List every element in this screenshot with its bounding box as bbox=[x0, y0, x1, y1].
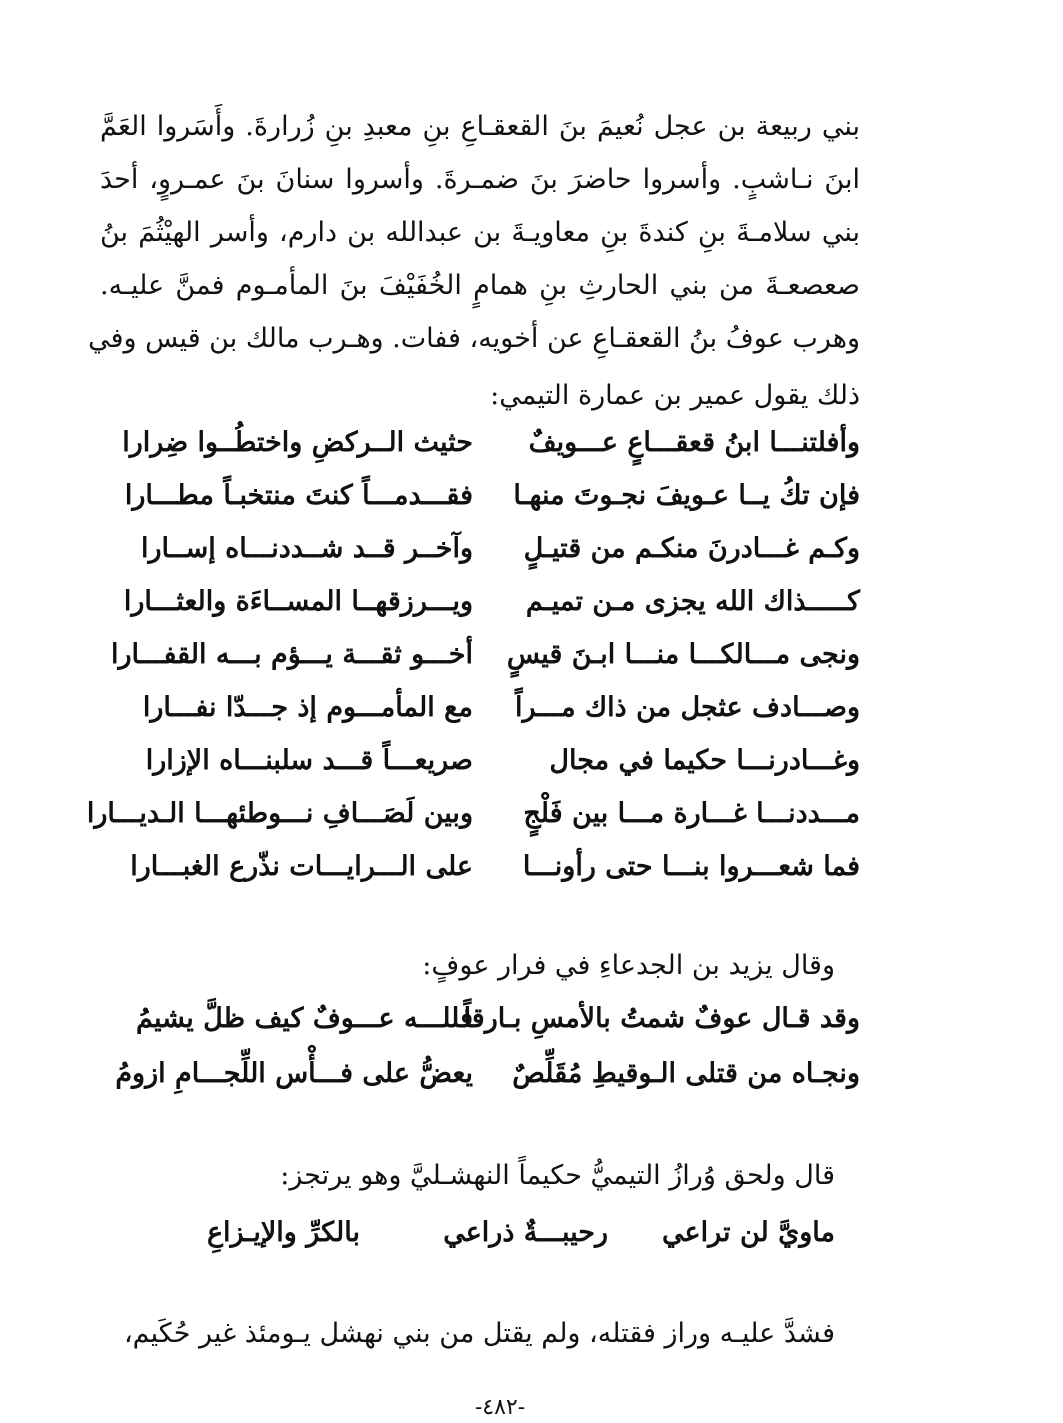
verse-second-hemistich: على الـــرايـــات نذّرع الغبـــارا bbox=[130, 851, 473, 882]
paragraph-line: ذلك يقول عمير بن عمارة التيمي: bbox=[490, 380, 860, 411]
verse-second-hemistich: أخـــو ثقـــة يـــؤم بـــه القفـــارا bbox=[110, 639, 473, 670]
verse-first-hemistich: وصـــادف عثجل من ذاك مـــراً bbox=[514, 692, 860, 723]
verse-first-hemistich: وأفلتنـــا ابنُ قعقـــاعٍ عـــويفٌ bbox=[528, 427, 860, 458]
verse-first-hemistich: وقد قـال عوفٌ شمتُ بالأمسِ بـارقاً bbox=[463, 1003, 860, 1034]
rajaz-intro: قال ولحق وُرازُ التيميُّ حكيماً النهشـليَّ وهو يرتجز: bbox=[280, 1160, 835, 1191]
verse-first-hemistich: وكـم غـــادرنَ منكـم من قتيـلٍ bbox=[523, 533, 860, 564]
verse-second-hemistich: حثيث الــركضِ واختطُــوا ضِرارا bbox=[122, 427, 473, 458]
paragraph-line: بني ربيعة بن عجل نُعيمَ بنَ القعقـاعِ بنِ معبدِ بنِ زُرارةَ. وأَسَروا العَمَّ bbox=[100, 111, 860, 142]
paragraph-line: ابنَ نـاشبٍ. وأسروا حاضرَ بنَ ضمـرةَ. وأسروا سنانَ بنَ عمـروٍ، أحدَ bbox=[100, 164, 860, 195]
verse-second-hemistich: فللـــه عـــوفٌ كيف ظلَّ يشيمُ bbox=[136, 1003, 473, 1034]
verse-second-hemistich: فقـــدمـــاً كنتَ منتخبـاً مطـــارا bbox=[124, 480, 473, 511]
paragraph-line: صعصعـةَ من بني الحارثِ بنِ همامٍ الخُفَيْفَ بنَ المأمـوم فمنَّ عليـه. bbox=[100, 270, 860, 301]
verse-first-hemistich: وغـــادرنـــا حكيما في مجال bbox=[549, 745, 860, 776]
verse-first-hemistich: فإن تكُ يــا عـويفَ نجـوتَ منهـا bbox=[513, 480, 860, 511]
verse-first-hemistich: ونجـاه من قتلى الـوقيطِ مُقَلِّصٌ bbox=[512, 1058, 860, 1089]
rajaz-part: ماويَّ لن تراعي bbox=[662, 1217, 835, 1248]
paragraph-line: بني سلامـةَ بنِ كندةَ بنِ معاويـةَ بن عبدالله بن دارم، وأسر الهيْثُمَ بنُ bbox=[100, 217, 860, 248]
verse-first-hemistich: فما شعـــروا بنـــا حتى رأونـــا bbox=[522, 851, 860, 882]
verse-second-hemistich: يعضُّ على فـــأْس اللِّجـــامِ ازومُ bbox=[115, 1058, 473, 1089]
verse-second-hemistich: وبين لَصَـــافِ نـــوطئهـــا الـديـــارا bbox=[86, 798, 473, 829]
verse-second-hemistich: ويـــرزقهــا المســاءَة والعثـــارا bbox=[123, 586, 473, 617]
page-number: -٤٨٢- bbox=[474, 1395, 526, 1420]
verse-second-hemistich: وآخــر قــد شــددنـــاه إســارا bbox=[140, 533, 473, 564]
verse-second-hemistich: مع المأمـــوم إذ جـــدّا نفـــارا bbox=[142, 692, 473, 723]
closing-line: فشدَّ عليـه وراز فقتله، ولم يقتل من بني نهشل يـومئذ غير حُكَيم، bbox=[123, 1318, 835, 1349]
verse-first-hemistich: ونجى مـــالكـــا منـــا ابـنَ قيسٍ bbox=[506, 639, 860, 670]
verse-first-hemistich: مـــددنـــا غـــارة مـــا بين فَلْجٍ bbox=[523, 798, 860, 829]
paragraph-line: وهرب عوفُ بنُ القعقـاعِ عن أخويه، ففات. وهـرب مالك بن قيس وفي bbox=[88, 323, 860, 354]
verse-second-hemistich: صريعـــاً قـــد سلبنـــاه الإزارا bbox=[145, 745, 473, 776]
rajaz-part: رحيبـــةٌ ذراعي bbox=[443, 1217, 608, 1248]
poem-intro: وقال يزيد بن الجدعاءِ في فرار عوفٍ: bbox=[422, 950, 835, 981]
rajaz-part: بالكرِّ والإيـزاعِ bbox=[206, 1217, 360, 1248]
verse-first-hemistich: كـــــذاك الله يجزى مـن تميـم bbox=[525, 586, 860, 617]
